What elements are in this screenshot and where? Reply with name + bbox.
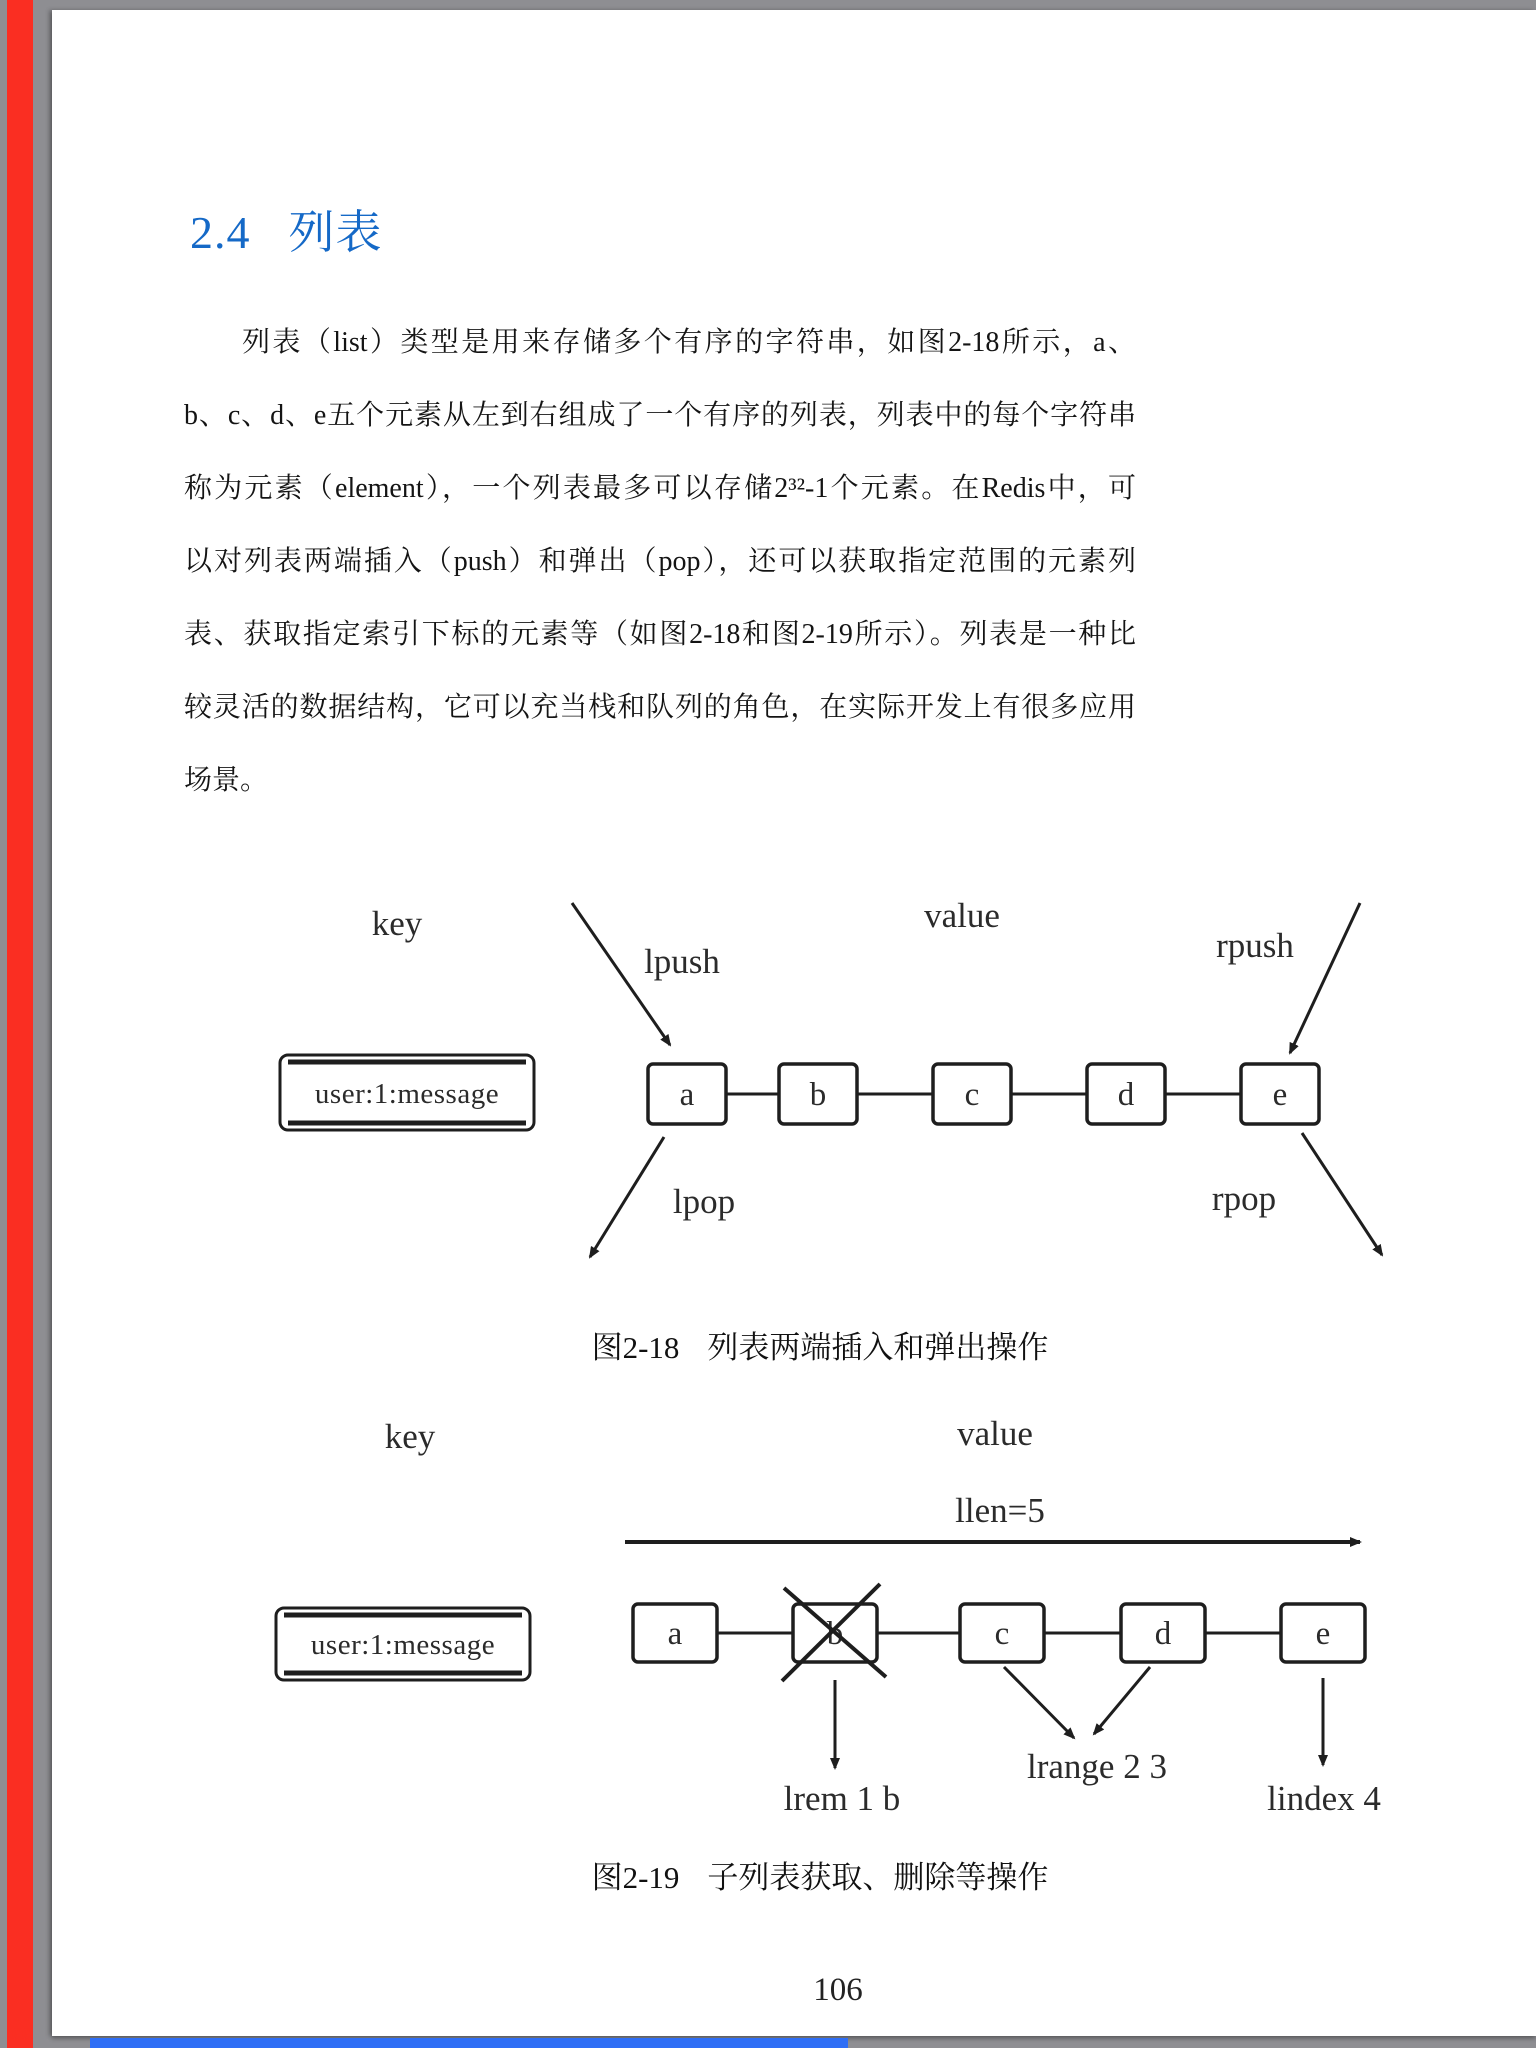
red-edge-bar — [7, 0, 33, 2048]
figure-2-18-caption-number: 图2-18 — [591, 1330, 680, 1365]
lpop-label: lpop — [672, 1182, 736, 1221]
key-label: key — [384, 1417, 436, 1456]
list-elements — [633, 1584, 1365, 1681]
figure-2-18-diagram — [192, 865, 1532, 1295]
element-d: d — [1117, 1077, 1135, 1113]
paragraph-line: 称为元素（element），一个列表最多可以存储2³²-1个元素。在Redis中，可 — [184, 473, 1136, 504]
paragraph-line: 表、获取指定索引下标的元素等（如图2-18和图2-19所示）。列表是一种比 — [184, 619, 1136, 650]
element-c: c — [994, 1616, 1010, 1652]
element-a: a — [679, 1077, 695, 1113]
lrange-label: lrange 2 3 — [1027, 1747, 1167, 1786]
rpush-arrow — [1290, 903, 1360, 1053]
paragraph-line: 以对列表两端插入（push）和弹出（pop），还可以获取指定范围的元素列 — [184, 546, 1136, 577]
lrange-arrow-from-c — [1004, 1667, 1074, 1738]
key-label: key — [371, 904, 423, 943]
lpush-label: lpush — [644, 942, 720, 981]
section-heading — [190, 196, 383, 262]
lrem-label: lrem 1 b — [783, 1779, 901, 1818]
element-e: e — [1315, 1616, 1331, 1652]
figure-2-19-caption — [52, 1852, 1536, 1897]
element-a: a — [667, 1616, 683, 1652]
body-paragraph — [184, 306, 1136, 817]
figure-2-18-caption — [52, 1322, 1536, 1367]
figure-2-19-caption-text: 子列表获取、删除等操作 — [707, 1860, 1049, 1895]
element-e: e — [1272, 1077, 1288, 1113]
rpop-label: rpop — [1211, 1179, 1277, 1218]
paragraph-line: 场景。 — [184, 765, 269, 796]
figure-2-19-caption-number: 图2-19 — [591, 1860, 680, 1895]
rpush-label: rpush — [1216, 926, 1294, 965]
llen-label: llen=5 — [955, 1491, 1045, 1530]
figure-2-19-diagram — [192, 1390, 1532, 1820]
key-box-text: user:1:message — [310, 1629, 496, 1661]
element-b: b — [809, 1077, 827, 1113]
paragraph-line: 较灵活的数据结构，它可以充当栈和队列的角色，在实际开发上有很多应用 — [184, 692, 1136, 723]
element-b: b — [826, 1616, 844, 1652]
key-box — [280, 1055, 534, 1130]
lrange-arrow-from-d — [1094, 1667, 1150, 1734]
blue-bottom-bar — [90, 2038, 848, 2048]
list-elements — [648, 1064, 1319, 1124]
value-label: value — [957, 1414, 1033, 1453]
paragraph-line: 列表（list）类型是用来存储多个有序的字符串，如图2-18所示，a、 — [242, 327, 1136, 358]
element-c: c — [964, 1077, 980, 1113]
element-d: d — [1154, 1616, 1172, 1652]
figure-2-18-caption-text: 列表两端插入和弹出操作 — [707, 1330, 1049, 1365]
key-box-text: user:1:message — [314, 1078, 500, 1110]
section-number: 2.4 — [190, 207, 251, 258]
rpop-arrow — [1302, 1133, 1382, 1255]
cross-out-x — [782, 1584, 886, 1681]
lpop-arrow — [590, 1137, 664, 1257]
section-title: 列表 — [288, 207, 383, 258]
paragraph-line: b、c、d、e五个元素从左到右组成了一个有序的列表，列表中的每个字符串 — [184, 400, 1136, 431]
key-box — [276, 1608, 530, 1680]
lindex-label: lindex 4 — [1267, 1779, 1381, 1818]
value-label: value — [924, 896, 1000, 935]
book-page — [52, 10, 1536, 2036]
page-number: 106 — [813, 1972, 863, 2008]
